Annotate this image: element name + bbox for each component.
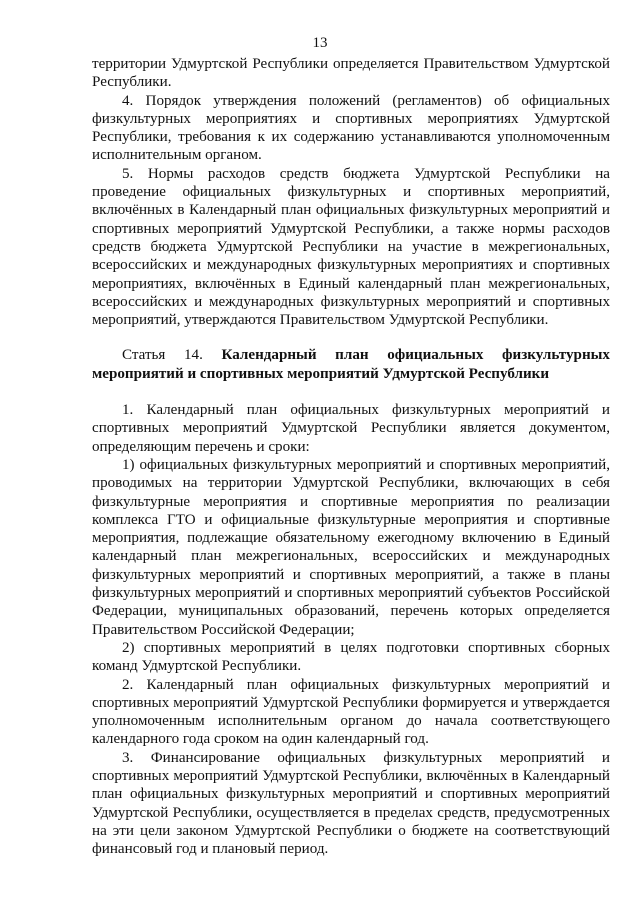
page-number: 13 <box>312 35 328 51</box>
document-body <box>92 55 610 858</box>
article-label: Статья 14. <box>122 347 203 364</box>
paragraph-subitem-2: 2) спортивных мероприятий в целях подготовки спортивных сборных команд Удмуртской Республики. <box>92 639 610 675</box>
article-title: Календарный план официальных физкультурных мероприятий и спортивных мероприятий Удмуртской Республики <box>92 347 610 382</box>
paragraph-item-5: 5. Нормы расходов средств бюджета Удмуртской Республики на проведение официальных физкультурных и спортивных мероприятий, включённых в Календарный план официальных физкультурных мероприятий и спортивных мероприятий Удмуртской Республики, а также нормы расходов средств бюджета Удмуртской Республики на участие в межрегиональных, всероссийских и международных физкультурных мероприятиях и спортивных мероприятиях, включённых в Единый календарный план межрегиональных, всероссийских и международных физкультурных мероприятий и спортивных мероприятий, утверждаются Правительством Удмуртской Республики. <box>92 165 610 329</box>
paragraph-subitem-1: 1) официальных физкультурных мероприятий и спортивных мероприятий, проводимых на территории Удмуртской Республики, включающих в себя физкультурные мероприятия и спортивные мероприятия по реализации комплекса ГТО и официальные физкультурные мероприятия и спортивные мероприятия, подлежащие обязательному ежегодному включению в Единый календарный план межрегиональных, всероссийских и международных физкультурных мероприятий и спортивных мероприятий, а также в планы физкультурных мероприятий и спортивных мероприятий субъектов Российской Федерации, муниципальных образований, перечень которых определяется Правительством Российской Федерации; <box>92 456 610 638</box>
paragraph-continuation: территории Удмуртской Республики определяется Правительством Удмуртской Республики. <box>92 56 610 91</box>
paragraph-article-item-3: 3. Финансирование официальных физкультурных мероприятий и спортивных мероприятий Удмуртской Республики, включённых в Календарный план официальных физкультурных мероприятий и спортивных мероприятий Удмуртской Республики, осуществляется в пределах средств, предусмотренных на эти цели законом Удмуртской Республики о бюджете на соответствующий финансовый год и плановый период. <box>92 749 610 858</box>
paragraph-item-4: 4. Порядок утверждения положений (регламентов) об официальных физкультурных мероприятиях и спортивных мероприятиях Удмуртской Республики, требования к их содержанию устанавливаются уполномоченным исполнительным органом. <box>92 92 610 164</box>
paragraph-article-item-1: 1. Календарный план официальных физкультурных мероприятий и спортивных мероприятий Удмуртской Республики является документом, определяющим перечень и сроки: <box>92 402 610 455</box>
paragraph-article-item-2: 2. Календарный план официальных физкультурных мероприятий и спортивных мероприятий Удмуртской Республики формируется и утверждается уполномоченным исполнительным органом до начала соответствующего календарного года сроком на один календарный год. <box>92 676 610 748</box>
article-heading <box>92 346 610 383</box>
